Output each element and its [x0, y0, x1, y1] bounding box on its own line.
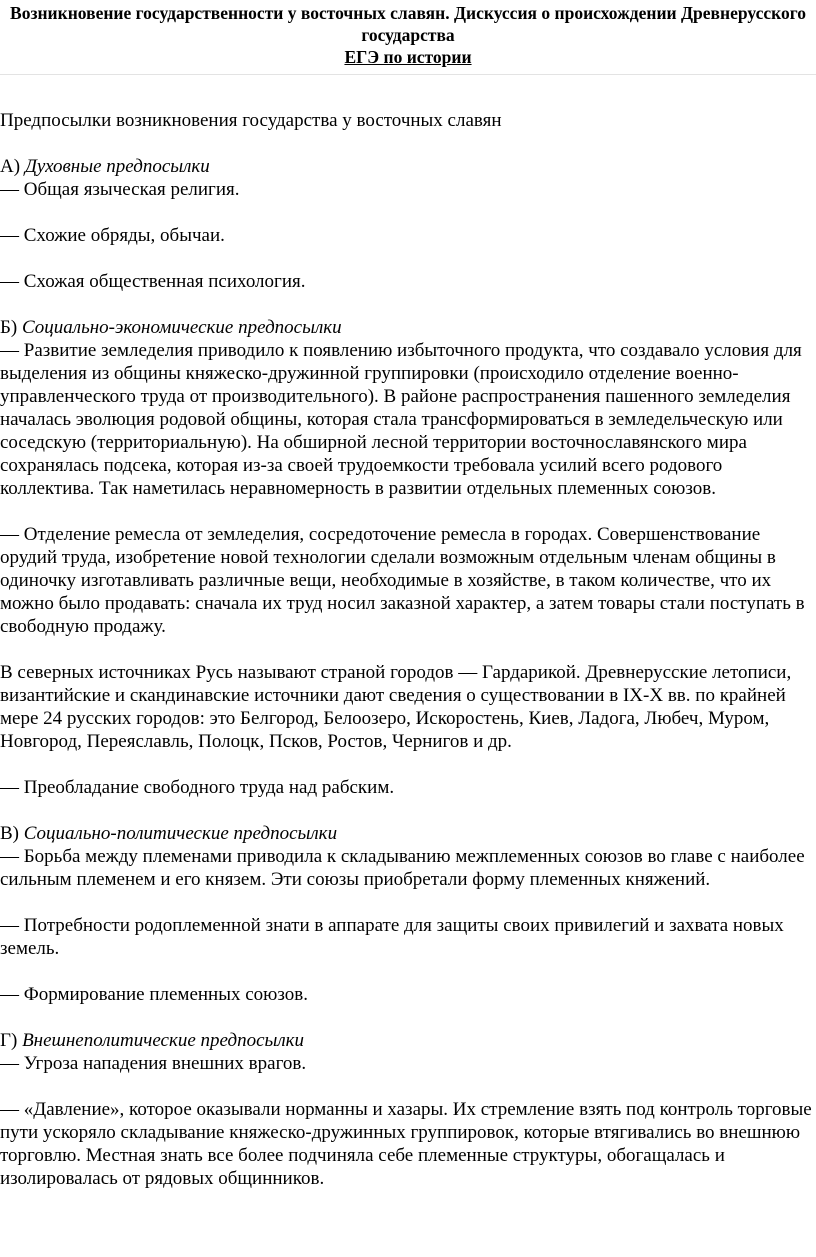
document-body [0, 109, 812, 1213]
section-d-title: Внешнеполитические предпосылки [22, 1030, 305, 1051]
section-b-item: — Развитие земледелия приводило к появлению избыточного продукта, что создавало условия для выделения из общины княжеско-дружинной группировки (происходило отделение военно-управленческого труда от производительного). В районе распространения пашенного земледелия началась эволюция родовой общины, которая стала трансформироваться в земледельческую или соседскую (территориальную). На обширной лесной территории восточнославянского мира сохранялась подсека, которая из-за своей трудоемкости требовала усилий всего родового коллектива. Так наметилась неравномерность в развитии отдельных племенных союзов. [0, 340, 802, 499]
section-a-heading [0, 155, 812, 178]
header-divider [0, 74, 816, 75]
intro-text: Предпосылки возникновения государства у восточных славян [0, 110, 502, 131]
document-subtitle: ЕГЭ по истории [344, 47, 472, 67]
section-c-heading [0, 822, 812, 845]
section-a-item: — Общая языческая религия. [0, 179, 240, 200]
section-a [0, 155, 812, 293]
section-b-heading [0, 316, 812, 339]
section-b-item: В северных источниках Русь называют страной городов — Гардарикой. Древнерусские летописи, византийские и скандинавские источники дают сведения о существовании в IX-X вв. по крайней мере 24 русских городов: это Белгород, Белоозеро, Искоростень, Киев, Ладога, Любеч, Муром, Новгород, Переяславль, Полоцк, Псков, Ростов, Чернигов и др. [0, 662, 792, 752]
section-b-item: — Отделение ремесла от земледелия, сосредоточение ремесла в городах. Совершенствование орудий труда, изобретение новой технологии сделали возможным отдельным членам общины в одиночку изготавливать различные вещи, необходимые в хозяйстве, в таком количестве, что их можно было продавать: сначала их труд носил заказной характер, а затем товары стали поступать в свободную продажу. [0, 524, 805, 637]
section-b-title: Социально-экономические предпосылки [22, 317, 342, 338]
section-b-letter: Б) [0, 317, 18, 338]
section-c-item: — Формирование племенных союзов. [0, 984, 308, 1005]
document-title: Возникновение государственности у восточных славян. Дискуссия о происхождении Древнерусского государства [10, 3, 806, 45]
section-d-letter: Г) [0, 1030, 18, 1051]
section-b-item: — Преобладание свободного труда над рабским. [0, 777, 395, 798]
section-c-letter: В) [0, 823, 19, 844]
section-a-item: — Схожая общественная психология. [0, 271, 306, 292]
section-a-letter: А) [0, 156, 21, 177]
section-d-heading [0, 1029, 812, 1052]
section-d-item: — «Давление», которое оказывали норманны и хазары. Их стремление взять под контроль торговые пути ускоряло складывание княжеско-дружинных группировок, которые втягивались во внешнюю торговлю. Местная знать все более подчиняла себе племенные структуры, обогащалась и изолировалась от рядовых общинников. [0, 1099, 812, 1189]
section-a-item: — Схожие обряды, обычаи. [0, 225, 225, 246]
section-c-item: — Потребности родоплеменной знати в аппарате для защиты своих привилегий и захвата новых земель. [0, 915, 784, 959]
document-header [0, 0, 816, 68]
section-b [0, 316, 812, 799]
section-d-item: — Угроза нападения внешних врагов. [0, 1053, 307, 1074]
section-c [0, 822, 812, 1006]
section-c-title: Социально-политические предпосылки [23, 823, 338, 844]
section-a-title: Духовные предпосылки [24, 156, 210, 177]
section-d [0, 1029, 812, 1190]
section-c-item: — Борьба между племенами приводила к складыванию межплеменных союзов во главе с наиболее сильным племенем и его князем. Эти союзы приобретали форму племенных княжений. [0, 846, 805, 890]
